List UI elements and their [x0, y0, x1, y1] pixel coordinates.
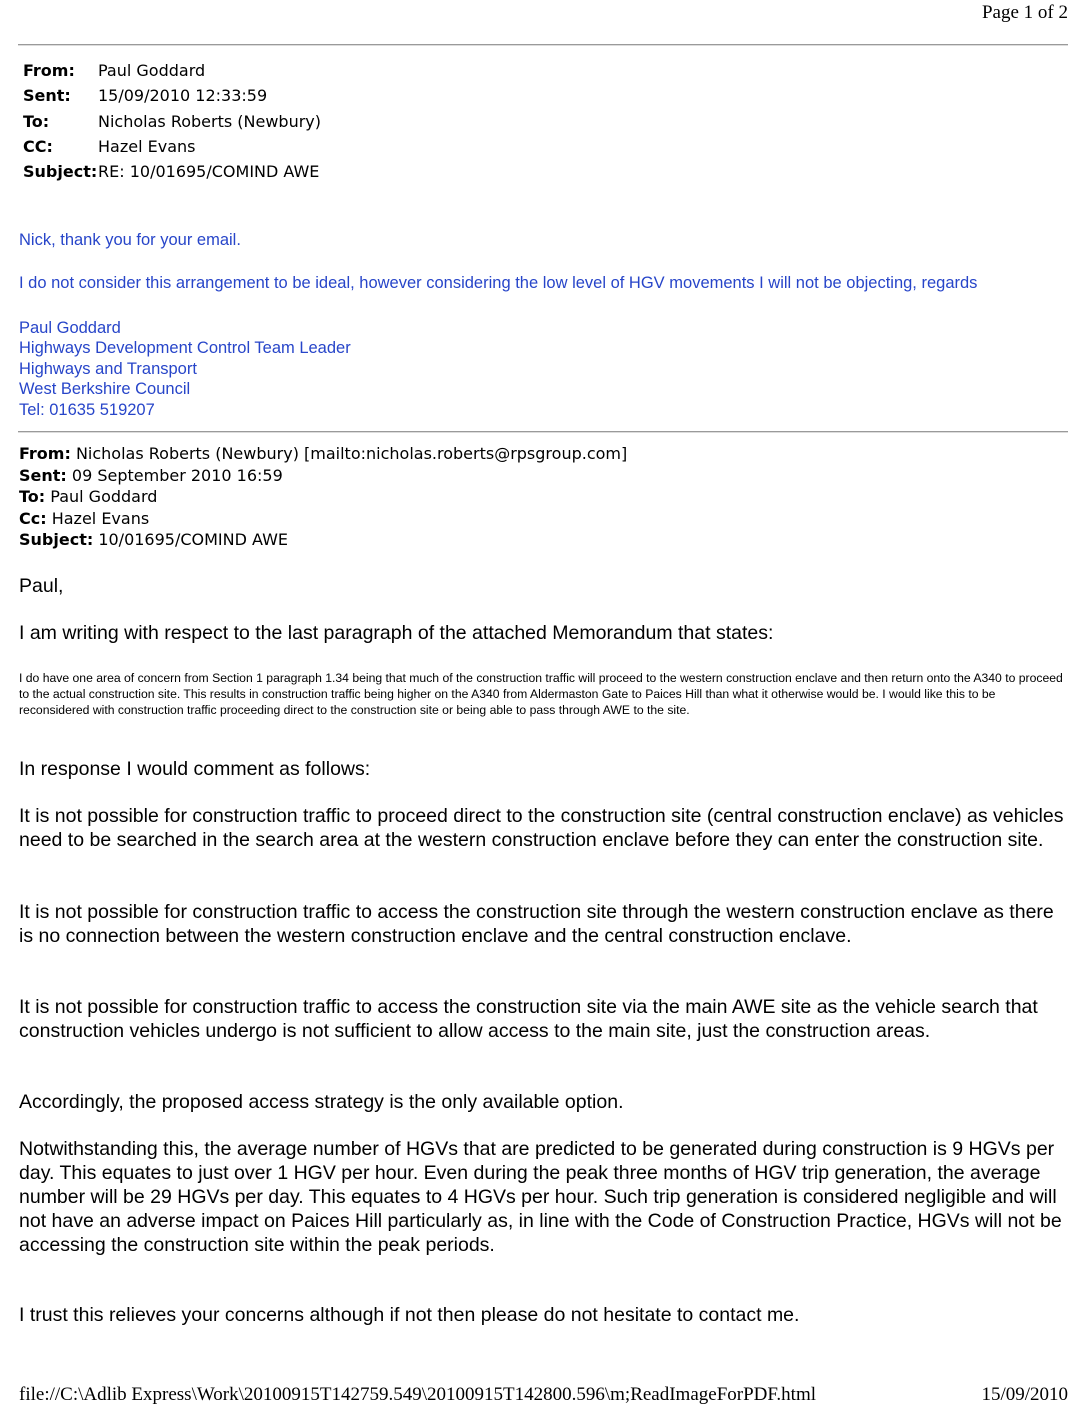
from-label: From: [23, 61, 75, 80]
signature-block [19, 318, 351, 420]
sent-value: 15/09/2010 12:33:59 [98, 86, 268, 106]
orig-subject-row [19, 529, 627, 551]
salutation: Paul, [19, 575, 64, 597]
orig-to-row [19, 486, 627, 508]
paragraph-2: It is not possible for construction traffic to access the construction site through the western construction enclave as there is no connection between the western construction enclave and the central construction enclave. [19, 901, 1054, 947]
orig-cc-value: Hazel Evans [46, 508, 150, 528]
orig-from-row [19, 443, 627, 465]
page-number: Page 1 of 2 [981, 2, 1068, 23]
signature-department: Highways and Transport [19, 359, 197, 378]
signature-title: Highways Development Control Team Leader [19, 339, 351, 358]
top-divider [18, 44, 1068, 46]
paragraph-3: It is not possible for construction traffic to access the construction site via the main AWE site as the vehicle search that construction vehicles undergo is not sufficient to allow access to the main site, just the construction areas. [19, 996, 1038, 1042]
orig-to-value: Paul Goddard [45, 487, 158, 506]
intro-paragraph: I am writing with respect to the last paragraph of the attached Memorandum that states: [19, 622, 774, 644]
subject-row [23, 159, 321, 184]
to-row [23, 109, 321, 134]
paragraph-4: Accordingly, the proposed access strategy is the only available option. [19, 1091, 624, 1113]
subject-value: RE: 10/01695/COMIND AWE [98, 162, 320, 182]
signature-name: Paul Goddard [19, 319, 121, 337]
quoted-email-divider [18, 431, 1068, 433]
cc-label: CC: [23, 136, 53, 156]
orig-subject-label: Subject: [19, 530, 94, 549]
paragraph-1: It is not possible for construction traffic to proceed direct to the construction site (central construction enclave) as vehicles need to be searched in the search area at the western construction enclave before they can enter the construction site. [19, 805, 1064, 851]
cc-row [23, 134, 321, 159]
orig-cc-row [19, 508, 627, 530]
to-label: To: [23, 111, 50, 131]
sent-row [23, 83, 321, 108]
cc-value: Hazel Evans [98, 136, 196, 156]
orig-sent-label: Sent: [19, 465, 67, 485]
orig-to-label: To: [19, 487, 46, 506]
orig-cc-label: Cc: [19, 508, 47, 528]
signature-phone: Tel: 01635 519207 [19, 400, 155, 419]
orig-sent-value: 09 September 2010 16:59 [66, 465, 283, 485]
orig-sent-row [19, 465, 627, 487]
paragraph-6: I trust this relieves your concerns although if not then please do not hesitate to contact me. [19, 1304, 800, 1326]
signature-organisation: West Berkshire Council [19, 380, 191, 399]
reply-body: I do not consider this arrangement to be ideal, however considering the low level of HGV movements I will not be objecting, regards [19, 274, 978, 292]
orig-subject-value: 10/01695/COMIND AWE [93, 530, 289, 549]
orig-from-label: From: [19, 444, 71, 463]
to-value: Nicholas Roberts (Newbury) [98, 111, 321, 131]
reply-greeting: Nick, thank you for your email. [19, 231, 241, 249]
paragraph-5: Notwithstanding this, the average number of HGVs that are predicted to be generated during construction is 9 HGVs per day. This equates to just over 1 HGV per hour. Even during the peak three months of HGV trip generation, the average number will be 29 HGVs per day. This equates to 4 HGVs per hour. Such trip generation is considered negligible and will not have an adverse impact on Paices Hill particularly as, in line with the Code of Construction Practice, HGVs will not be accessing the construction site within the peak periods. [19, 1138, 1062, 1256]
from-row [23, 58, 321, 83]
response-intro: In response I would comment as follows: [19, 758, 371, 780]
original-email-header [19, 443, 627, 551]
orig-from-value: Nicholas Roberts (Newbury) [mailto:nicholas.roberts@rpsgroup.com] [70, 444, 628, 463]
subject-label: Subject: [23, 162, 98, 182]
reply-email-header [23, 58, 321, 184]
footer-file-path: file://C:\Adlib Express\Work\20100915T142759.549\20100915T142800.596\m;ReadImageForPDF.html [19, 1384, 817, 1405]
sent-label: Sent: [23, 86, 71, 106]
footer-date: 15/09/2010 [981, 1384, 1068, 1405]
quoted-memorandum: I do have one area of concern from Section 1 paragraph 1.34 being that much of the construction traffic will proceed to the western construction enclave and then return onto the A340 to proceed to the actual construction site. This results in construction traffic being higher on the A340 from Aldermaston Gate to Paices Hill than what it otherwise would be. I would like this to be reconsidered with construction traffic proceeding direct to the construction site or being able to pass through AWE to the site. [19, 671, 1063, 717]
from-value: Paul Goddard [98, 61, 206, 80]
